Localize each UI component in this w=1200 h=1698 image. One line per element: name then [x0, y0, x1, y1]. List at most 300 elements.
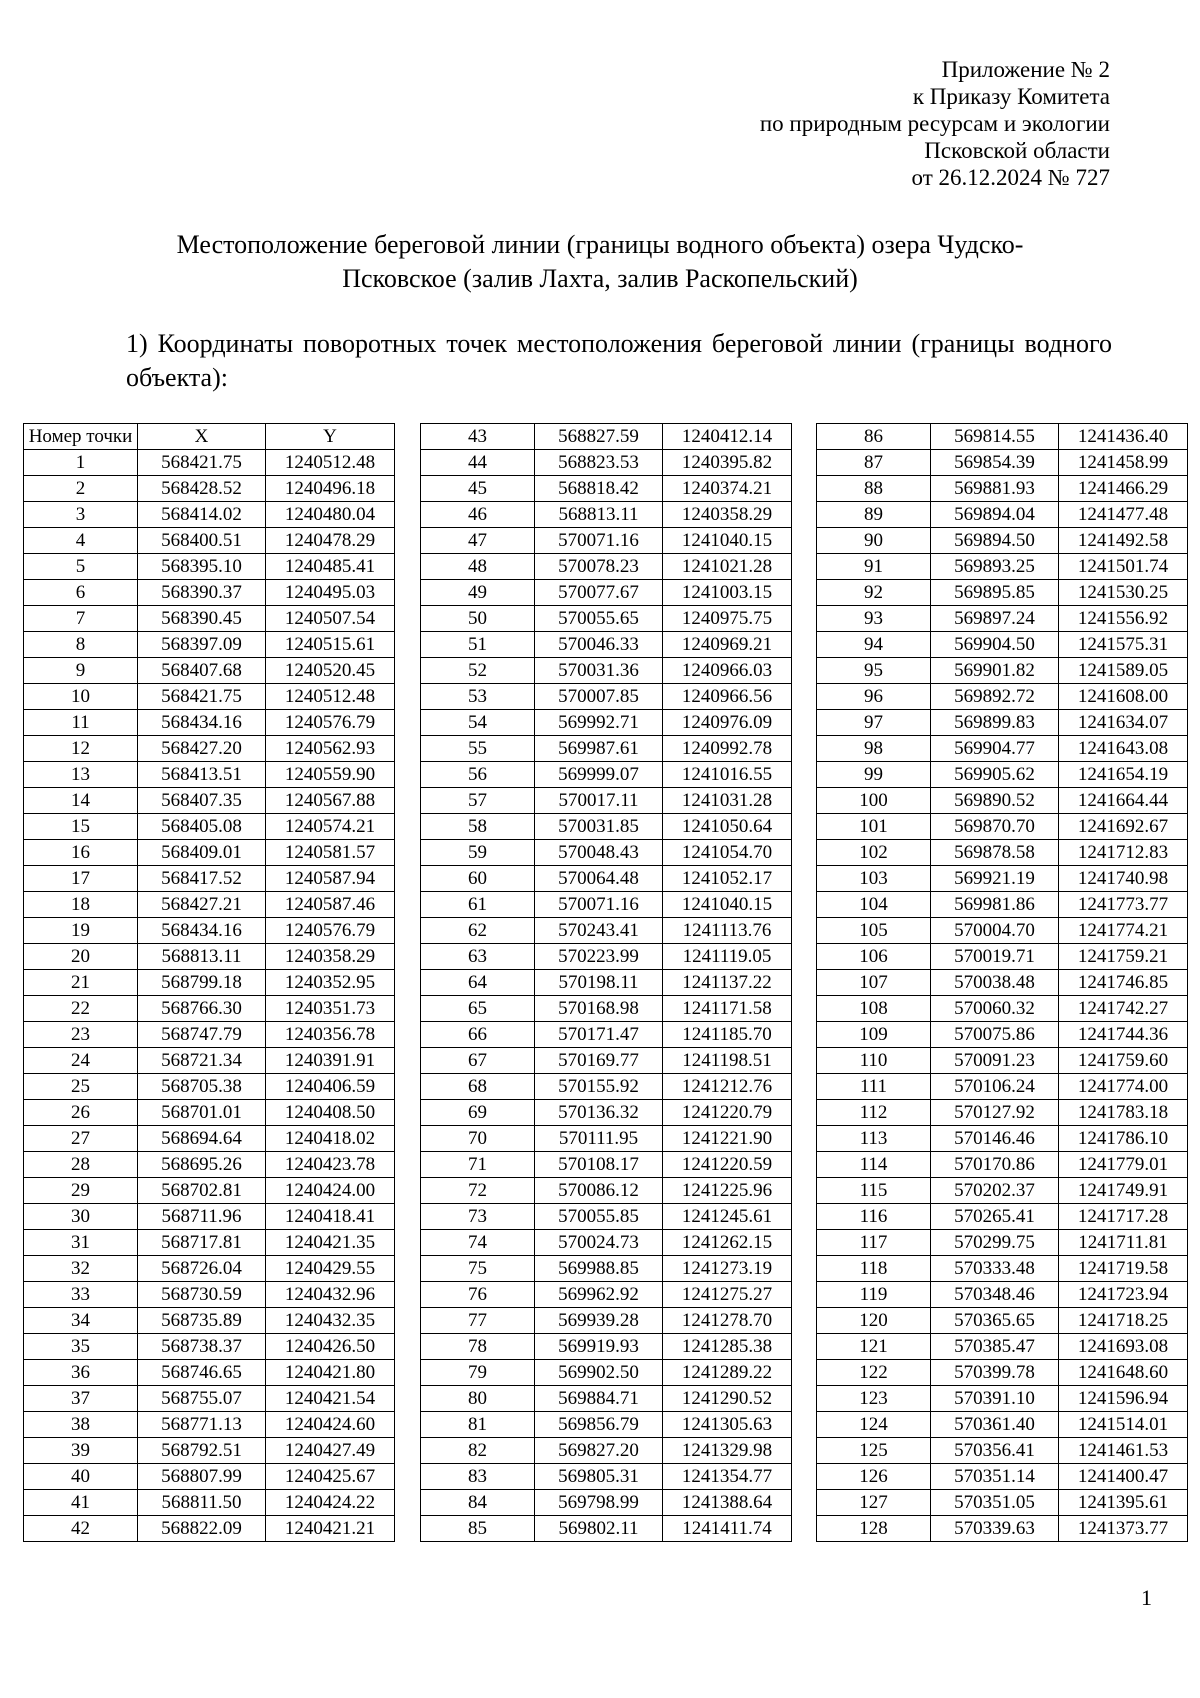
cell-point-number: 69: [421, 1100, 535, 1126]
cell-x: 568818.42: [535, 476, 663, 502]
annex-header: [760, 56, 1110, 191]
table-row: [24, 580, 395, 606]
cell-x: 570077.67: [535, 580, 663, 606]
table-row: [24, 996, 395, 1022]
cell-x: 570351.05: [931, 1490, 1059, 1516]
cell-point-number: 61: [421, 892, 535, 918]
cell-x: 570046.33: [535, 632, 663, 658]
cell-point-number: 91: [817, 554, 931, 580]
cell-point-number: 24: [24, 1048, 138, 1074]
cell-y: 1241712.83: [1059, 840, 1188, 866]
cell-x: 568421.75: [138, 684, 266, 710]
cell-x: 568694.64: [138, 1126, 266, 1152]
cell-point-number: 98: [817, 736, 931, 762]
cell-x: 570243.41: [535, 918, 663, 944]
cell-x: 570038.48: [931, 970, 1059, 996]
cell-x: 570391.10: [931, 1386, 1059, 1412]
cell-x: 568813.11: [535, 502, 663, 528]
cell-y: 1241262.15: [663, 1230, 792, 1256]
cell-y: 1240992.78: [663, 736, 792, 762]
cell-y: 1241692.67: [1059, 814, 1188, 840]
cell-point-number: 120: [817, 1308, 931, 1334]
table-row: [817, 866, 1188, 892]
cell-x: 570146.46: [931, 1126, 1059, 1152]
table-row: [817, 996, 1188, 1022]
cell-x: 569894.04: [931, 502, 1059, 528]
table-row: [24, 502, 395, 528]
cell-x: 568726.04: [138, 1256, 266, 1282]
table-row: [817, 424, 1188, 450]
cell-point-number: 81: [421, 1412, 535, 1438]
cell-x: 570356.41: [931, 1438, 1059, 1464]
cell-point-number: 104: [817, 892, 931, 918]
cell-y: 1241185.70: [663, 1022, 792, 1048]
cell-y: 1240567.88: [266, 788, 395, 814]
cell-point-number: 29: [24, 1178, 138, 1204]
cell-x: 570031.36: [535, 658, 663, 684]
cell-y: 1241273.19: [663, 1256, 792, 1282]
table-row: [817, 1438, 1188, 1464]
header-point-number: Номер точки: [24, 424, 138, 450]
cell-x: 568434.16: [138, 710, 266, 736]
cell-y: 1241388.64: [663, 1490, 792, 1516]
title-line: Местоположение береговой линии (границы водного объекта) озера Чудско-: [176, 230, 1024, 259]
cell-x: 569901.82: [931, 658, 1059, 684]
table-row: [817, 658, 1188, 684]
table-row: [24, 944, 395, 970]
cell-x: 569827.20: [535, 1438, 663, 1464]
cell-y: 1241411.74: [663, 1516, 792, 1542]
cell-y: 1241021.28: [663, 554, 792, 580]
cell-x: 569894.50: [931, 528, 1059, 554]
table-row: [24, 788, 395, 814]
cell-y: 1241759.21: [1059, 944, 1188, 970]
cell-x: 568428.52: [138, 476, 266, 502]
cell-point-number: 33: [24, 1282, 138, 1308]
cell-point-number: 79: [421, 1360, 535, 1386]
cell-y: 1241530.25: [1059, 580, 1188, 606]
cell-point-number: 44: [421, 450, 535, 476]
cell-y: 1241305.63: [663, 1412, 792, 1438]
annex-line: по природным ресурсам и экологии: [759, 111, 1110, 136]
cell-y: 1241556.92: [1059, 606, 1188, 632]
table-row: [24, 1334, 395, 1360]
table-row: [817, 632, 1188, 658]
cell-y: 1240425.67: [266, 1464, 395, 1490]
table-row: [421, 580, 792, 606]
table-row: [421, 840, 792, 866]
cell-x: 570075.86: [931, 1022, 1059, 1048]
cell-x: 570060.32: [931, 996, 1059, 1022]
cell-x: 568735.89: [138, 1308, 266, 1334]
cell-point-number: 3: [24, 502, 138, 528]
cell-y: 1241740.98: [1059, 866, 1188, 892]
cell-point-number: 23: [24, 1022, 138, 1048]
cell-y: 1241654.19: [1059, 762, 1188, 788]
table-row: [24, 1204, 395, 1230]
cell-y: 1241329.98: [663, 1438, 792, 1464]
cell-point-number: 74: [421, 1230, 535, 1256]
cell-x: 569870.70: [931, 814, 1059, 840]
table-row: [421, 918, 792, 944]
coordinates-table-2: [420, 423, 792, 1542]
table-row: [24, 918, 395, 944]
cell-y: 1240576.79: [266, 710, 395, 736]
table-row: [817, 814, 1188, 840]
cell-point-number: 48: [421, 554, 535, 580]
cell-y: 1240587.46: [266, 892, 395, 918]
cell-x: 568813.11: [138, 944, 266, 970]
cell-x: 570127.92: [931, 1100, 1059, 1126]
cell-x: 570004.70: [931, 918, 1059, 944]
table-row: [421, 762, 792, 788]
cell-point-number: 100: [817, 788, 931, 814]
cell-y: 1240574.21: [266, 814, 395, 840]
cell-y: 1240427.49: [266, 1438, 395, 1464]
cell-y: 1240587.94: [266, 866, 395, 892]
table-row: [817, 1360, 1188, 1386]
cell-y: 1240395.82: [663, 450, 792, 476]
table-row: [421, 1256, 792, 1282]
cell-y: 1241744.36: [1059, 1022, 1188, 1048]
table-row: [24, 476, 395, 502]
table-row: [24, 1100, 395, 1126]
cell-point-number: 80: [421, 1386, 535, 1412]
table-row: [421, 1516, 792, 1542]
cell-y: 1240495.03: [266, 580, 395, 606]
table-row: [421, 502, 792, 528]
cell-point-number: 110: [817, 1048, 931, 1074]
cell-point-number: 105: [817, 918, 931, 944]
table-row: [421, 684, 792, 710]
table-row: [817, 1100, 1188, 1126]
cell-point-number: 94: [817, 632, 931, 658]
cell-point-number: 76: [421, 1282, 535, 1308]
cell-x: 568738.37: [138, 1334, 266, 1360]
cell-point-number: 109: [817, 1022, 931, 1048]
cell-x: 568409.01: [138, 840, 266, 866]
cell-x: 568421.75: [138, 450, 266, 476]
annex-line: к Приказу Комитета: [912, 84, 1110, 109]
table-row: [817, 450, 1188, 476]
cell-y: 1241608.00: [1059, 684, 1188, 710]
cell-x: 570111.95: [535, 1126, 663, 1152]
cell-y: 1241220.79: [663, 1100, 792, 1126]
cell-y: 1240480.04: [266, 502, 395, 528]
cell-x: 570361.40: [931, 1412, 1059, 1438]
cell-y: 1240581.57: [266, 840, 395, 866]
cell-point-number: 10: [24, 684, 138, 710]
table-row: [421, 814, 792, 840]
cell-point-number: 102: [817, 840, 931, 866]
cell-point-number: 128: [817, 1516, 931, 1542]
cell-y: 1240485.41: [266, 554, 395, 580]
cell-x: 569805.31: [535, 1464, 663, 1490]
cell-point-number: 46: [421, 502, 535, 528]
cell-point-number: 108: [817, 996, 931, 1022]
cell-point-number: 122: [817, 1360, 931, 1386]
cell-point-number: 5: [24, 554, 138, 580]
cell-point-number: 43: [421, 424, 535, 450]
cell-y: 1241040.15: [663, 528, 792, 554]
cell-y: 1240418.41: [266, 1204, 395, 1230]
table-row: [817, 1256, 1188, 1282]
cell-y: 1241354.77: [663, 1464, 792, 1490]
cell-x: 568827.59: [535, 424, 663, 450]
cell-point-number: 119: [817, 1282, 931, 1308]
cell-point-number: 9: [24, 658, 138, 684]
table-row: [421, 606, 792, 632]
table-row: [24, 1230, 395, 1256]
cell-x: 570031.85: [535, 814, 663, 840]
header-x: X: [138, 424, 266, 450]
table-row: [421, 528, 792, 554]
table-row: [24, 606, 395, 632]
cell-x: 568747.79: [138, 1022, 266, 1048]
table-row: [421, 1230, 792, 1256]
table-row: [24, 1464, 395, 1490]
cell-point-number: 42: [24, 1516, 138, 1542]
table-row: [24, 1438, 395, 1464]
table-row: [24, 970, 395, 996]
cell-y: 1241245.61: [663, 1204, 792, 1230]
cell-point-number: 58: [421, 814, 535, 840]
table-row: [817, 1490, 1188, 1516]
table-row: [421, 1178, 792, 1204]
cell-point-number: 7: [24, 606, 138, 632]
cell-point-number: 35: [24, 1334, 138, 1360]
cell-x: 569921.19: [931, 866, 1059, 892]
cell-x: 569992.71: [535, 710, 663, 736]
cell-x: 568413.51: [138, 762, 266, 788]
cell-y: 1241477.48: [1059, 502, 1188, 528]
cell-y: 1241723.94: [1059, 1282, 1188, 1308]
cell-point-number: 64: [421, 970, 535, 996]
cell-x: 568721.34: [138, 1048, 266, 1074]
cell-x: 568407.35: [138, 788, 266, 814]
cell-point-number: 66: [421, 1022, 535, 1048]
cell-y: 1241221.90: [663, 1126, 792, 1152]
cell-x: 569919.93: [535, 1334, 663, 1360]
table-row: [817, 476, 1188, 502]
cell-y: 1241648.60: [1059, 1360, 1188, 1386]
cell-y: 1240426.50: [266, 1334, 395, 1360]
cell-x: 570106.24: [931, 1074, 1059, 1100]
table-row: [24, 1152, 395, 1178]
cell-point-number: 50: [421, 606, 535, 632]
cell-point-number: 89: [817, 502, 931, 528]
cell-point-number: 83: [421, 1464, 535, 1490]
cell-y: 1240520.45: [266, 658, 395, 684]
cell-point-number: 78: [421, 1334, 535, 1360]
cell-y: 1241373.77: [1059, 1516, 1188, 1542]
cell-point-number: 45: [421, 476, 535, 502]
table-row: [421, 1360, 792, 1386]
table-row: [421, 1204, 792, 1230]
cell-x: 569814.55: [931, 424, 1059, 450]
table-row: [421, 424, 792, 450]
cell-y: 1240496.18: [266, 476, 395, 502]
cell-point-number: 68: [421, 1074, 535, 1100]
cell-point-number: 77: [421, 1308, 535, 1334]
cell-y: 1240391.91: [266, 1048, 395, 1074]
cell-point-number: 93: [817, 606, 931, 632]
cell-point-number: 88: [817, 476, 931, 502]
table-row: [817, 736, 1188, 762]
cell-x: 568799.18: [138, 970, 266, 996]
cell-point-number: 34: [24, 1308, 138, 1334]
cell-y: 1241514.01: [1059, 1412, 1188, 1438]
cell-y: 1240512.48: [266, 684, 395, 710]
table-row: [817, 1308, 1188, 1334]
table-row: [24, 1178, 395, 1204]
cell-y: 1241400.47: [1059, 1464, 1188, 1490]
table-row: [24, 528, 395, 554]
table-row: [24, 1256, 395, 1282]
cell-x: 568792.51: [138, 1438, 266, 1464]
table-row: [24, 1308, 395, 1334]
cell-y: 1241779.01: [1059, 1152, 1188, 1178]
table-row: [24, 840, 395, 866]
title-line: Псковское (залив Лахта, залив Раскопельский): [342, 264, 858, 293]
cell-point-number: 47: [421, 528, 535, 554]
cell-y: 1241466.29: [1059, 476, 1188, 502]
table-row: [24, 1074, 395, 1100]
table-row: [817, 1022, 1188, 1048]
coordinates-table-1: [23, 423, 395, 1542]
cell-y: 1240424.22: [266, 1490, 395, 1516]
cell-x: 570086.12: [535, 1178, 663, 1204]
cell-y: 1240512.48: [266, 450, 395, 476]
cell-y: 1241742.27: [1059, 996, 1188, 1022]
table-row: [817, 1282, 1188, 1308]
cell-point-number: 32: [24, 1256, 138, 1282]
cell-x: 569988.85: [535, 1256, 663, 1282]
cell-point-number: 90: [817, 528, 931, 554]
cell-x: 569884.71: [535, 1386, 663, 1412]
cell-y: 1240976.09: [663, 710, 792, 736]
table-row: [24, 736, 395, 762]
cell-point-number: 111: [817, 1074, 931, 1100]
cell-y: 1241746.85: [1059, 970, 1188, 996]
cell-x: 569904.50: [931, 632, 1059, 658]
cell-y: 1240352.95: [266, 970, 395, 996]
cell-point-number: 22: [24, 996, 138, 1022]
table-row: [421, 1412, 792, 1438]
cell-point-number: 112: [817, 1100, 931, 1126]
cell-x: 568711.96: [138, 1204, 266, 1230]
table-row: [817, 1464, 1188, 1490]
cell-point-number: 49: [421, 580, 535, 606]
cell-point-number: 115: [817, 1178, 931, 1204]
cell-x: 570348.46: [931, 1282, 1059, 1308]
cell-x: 569854.39: [931, 450, 1059, 476]
cell-point-number: 30: [24, 1204, 138, 1230]
cell-point-number: 127: [817, 1490, 931, 1516]
table-row: [817, 1126, 1188, 1152]
cell-x: 568822.09: [138, 1516, 266, 1542]
table-row: [421, 1438, 792, 1464]
cell-y: 1241749.91: [1059, 1178, 1188, 1204]
cell-y: 1240969.21: [663, 632, 792, 658]
table-row: [24, 892, 395, 918]
cell-x: 570351.14: [931, 1464, 1059, 1490]
cell-x: 569892.72: [931, 684, 1059, 710]
cell-point-number: 14: [24, 788, 138, 814]
cell-x: 568695.26: [138, 1152, 266, 1178]
cell-x: 569856.79: [535, 1412, 663, 1438]
cell-y: 1240374.21: [663, 476, 792, 502]
cell-point-number: 72: [421, 1178, 535, 1204]
table-row: [24, 450, 395, 476]
cell-point-number: 124: [817, 1412, 931, 1438]
cell-point-number: 92: [817, 580, 931, 606]
cell-point-number: 125: [817, 1438, 931, 1464]
cell-y: 1240576.79: [266, 918, 395, 944]
cell-point-number: 63: [421, 944, 535, 970]
table-row: [421, 736, 792, 762]
table-row: [817, 970, 1188, 996]
cell-x: 569895.85: [931, 580, 1059, 606]
cell-x: 570169.77: [535, 1048, 663, 1074]
cell-point-number: 19: [24, 918, 138, 944]
cell-y: 1241759.60: [1059, 1048, 1188, 1074]
cell-x: 568405.08: [138, 814, 266, 840]
cell-y: 1241054.70: [663, 840, 792, 866]
cell-point-number: 12: [24, 736, 138, 762]
table-header-row: [24, 424, 395, 450]
cell-x: 568390.45: [138, 606, 266, 632]
cell-point-number: 67: [421, 1048, 535, 1074]
cell-point-number: 55: [421, 736, 535, 762]
table-row: [24, 762, 395, 788]
table-row: [421, 450, 792, 476]
table-row: [421, 1048, 792, 1074]
cell-x: 569987.61: [535, 736, 663, 762]
cell-x: 568746.65: [138, 1360, 266, 1386]
cell-y: 1240421.80: [266, 1360, 395, 1386]
cell-y: 1240432.35: [266, 1308, 395, 1334]
cell-y: 1241718.25: [1059, 1308, 1188, 1334]
table-row: [817, 1048, 1188, 1074]
cell-point-number: 65: [421, 996, 535, 1022]
cell-x: 568771.13: [138, 1412, 266, 1438]
cell-x: 570202.37: [931, 1178, 1059, 1204]
cell-point-number: 16: [24, 840, 138, 866]
table-row: [817, 580, 1188, 606]
cell-y: 1240358.29: [266, 944, 395, 970]
cell-y: 1241719.58: [1059, 1256, 1188, 1282]
cell-x: 569893.25: [931, 554, 1059, 580]
table-row: [421, 632, 792, 658]
cell-x: 568397.09: [138, 632, 266, 658]
cell-x: 568417.52: [138, 866, 266, 892]
cell-point-number: 106: [817, 944, 931, 970]
table-row: [817, 762, 1188, 788]
cell-y: 1240356.78: [266, 1022, 395, 1048]
page-number: 1: [1141, 1585, 1152, 1610]
cell-point-number: 60: [421, 866, 535, 892]
table-row: [421, 892, 792, 918]
cell-x: 568400.51: [138, 528, 266, 554]
cell-y: 1240412.14: [663, 424, 792, 450]
cell-y: 1240423.78: [266, 1152, 395, 1178]
cell-y: 1241461.53: [1059, 1438, 1188, 1464]
cell-x: 570155.92: [535, 1074, 663, 1100]
cell-point-number: 54: [421, 710, 535, 736]
table-row: [817, 892, 1188, 918]
cell-point-number: 2: [24, 476, 138, 502]
